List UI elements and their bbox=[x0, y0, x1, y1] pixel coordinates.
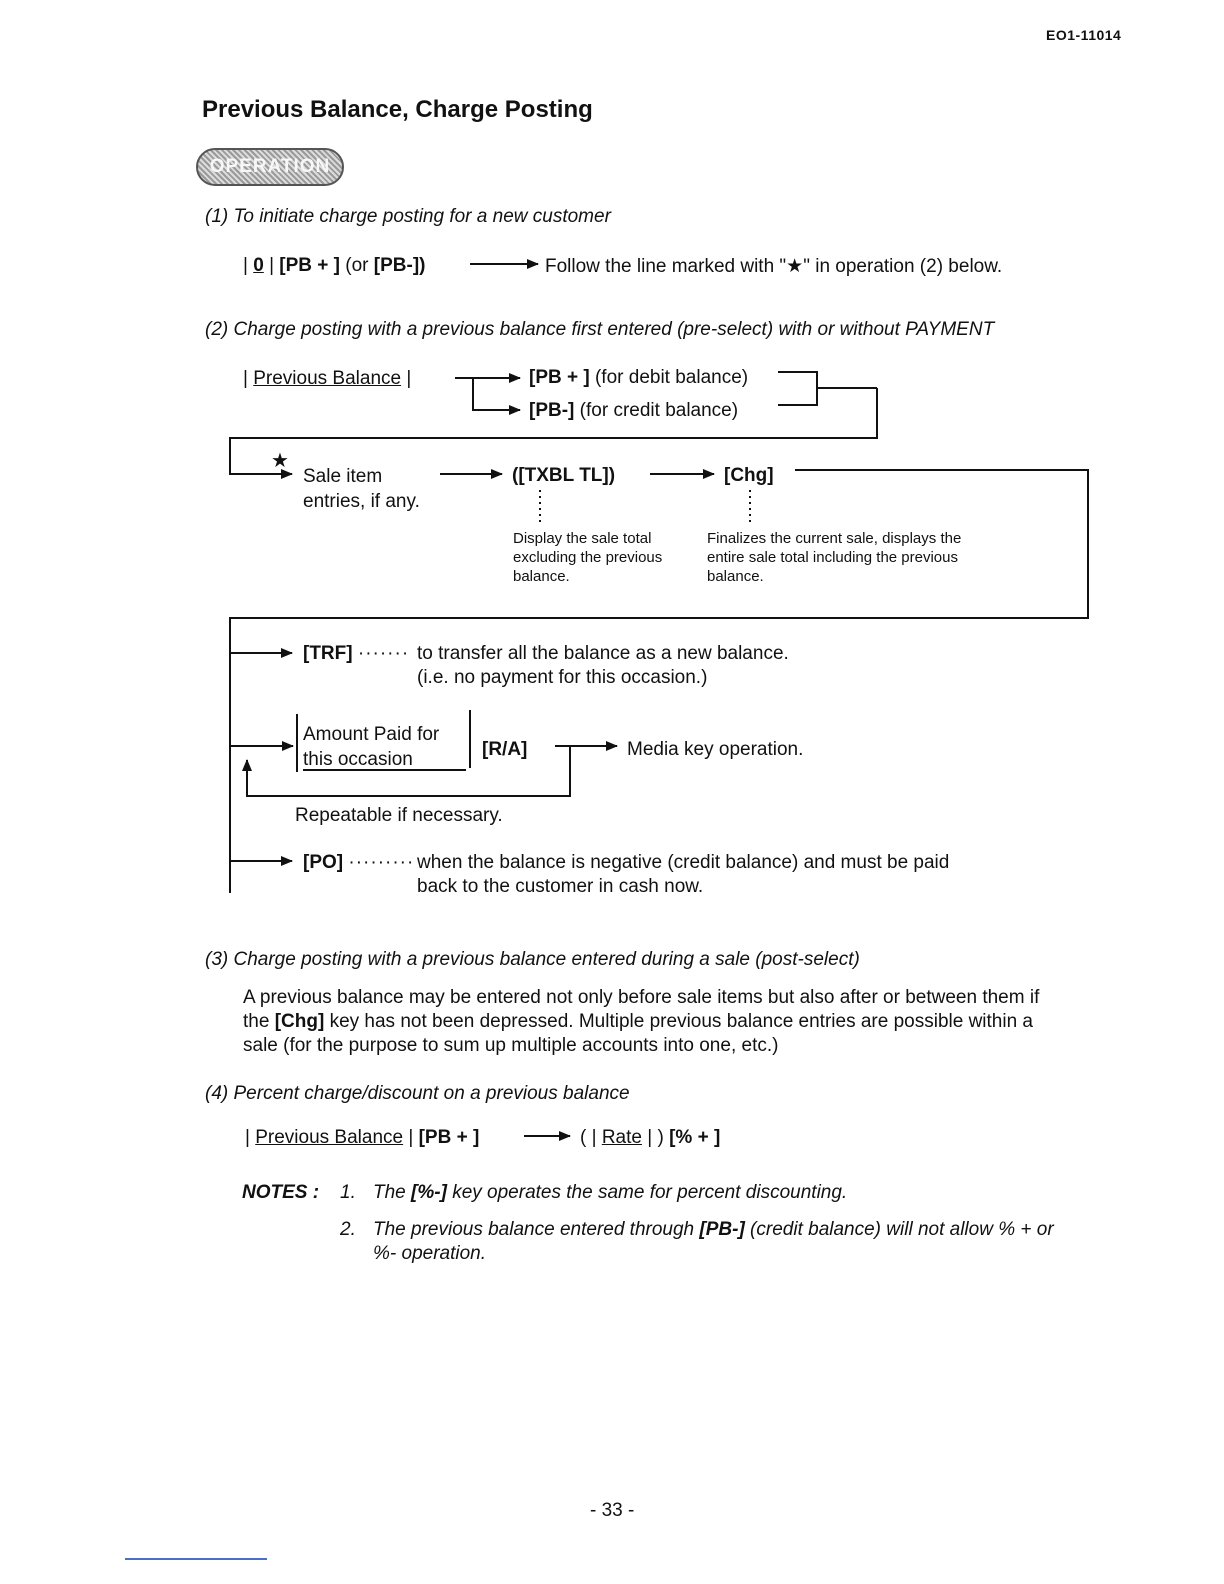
key-pb-minus: [PB-]) bbox=[373, 255, 426, 276]
txbl-tl-key: ([TXBL TL]) bbox=[512, 465, 616, 486]
media-key-text: Media key operation. bbox=[627, 739, 804, 760]
section-2-heading: (2) Charge posting with a previous balance first entered (pre-select) with or without PAYMENT bbox=[205, 319, 995, 340]
previous-balance-label: Previous Balance bbox=[253, 368, 402, 389]
operation-badge: OPERATION bbox=[196, 148, 344, 186]
amount-paid-line-1: Amount Paid for bbox=[303, 724, 440, 745]
star-icon: ★ bbox=[271, 450, 289, 472]
key-pb-plus: [PB + ] bbox=[279, 255, 340, 276]
trf-key: [TRF] bbox=[303, 643, 353, 664]
section-4-sequence: | Previous Balance | [PB + ] bbox=[245, 1127, 480, 1148]
note-2-key: [PB-] bbox=[699, 1219, 745, 1240]
pb-plus-return bbox=[778, 372, 817, 405]
percent-plus-key: [% + ] bbox=[669, 1127, 721, 1148]
pb-minus-arrow bbox=[473, 378, 520, 410]
section-3-chg-key: [Chg] bbox=[274, 1011, 325, 1032]
section-3-heading: (3) Charge posting with a previous balance entered during a sale (post-select) bbox=[205, 949, 860, 970]
section-4-previous-balance: Previous Balance bbox=[255, 1127, 404, 1148]
sale-item-line-1: Sale item bbox=[303, 466, 383, 487]
trf-description-2: (i.e. no payment for this occasion.) bbox=[417, 667, 708, 688]
key-zero: 0 bbox=[253, 255, 264, 276]
pb-minus-key: [PB-] bbox=[529, 400, 575, 421]
sale-item-line-2: entries, if any. bbox=[303, 491, 420, 512]
section-3-text-b: key has not been depressed. Multiple previous balance entries are possible within a sale (for the purpose to sum up multiple accounts into one, etc.) bbox=[243, 1011, 1033, 1056]
po-leader: ········· bbox=[348, 852, 415, 873]
page-number: - 33 - bbox=[590, 1500, 635, 1521]
pb-minus-note: (for credit balance) bbox=[579, 400, 739, 421]
chg-exit-line bbox=[230, 470, 1088, 893]
document-id: EO1-11014 bbox=[1046, 27, 1122, 43]
note-2-number: 2. bbox=[340, 1219, 356, 1240]
or-text: (or bbox=[345, 255, 369, 276]
footer-rule bbox=[125, 1558, 267, 1560]
section-1-follow-text: Follow the line marked with "★" in operation (2) below. bbox=[545, 256, 1003, 277]
section-3-paragraph bbox=[243, 986, 1053, 1058]
notes-label: NOTES : bbox=[242, 1182, 320, 1203]
pb-plus-key: [PB + ] bbox=[529, 367, 590, 388]
repeatable-text: Repeatable if necessary. bbox=[295, 805, 503, 826]
trf-description-1: to transfer all the balance as a new balance. bbox=[417, 643, 789, 664]
note-2-text bbox=[373, 1218, 1063, 1266]
section-3-text-a: A previous balance may be entered not only before sale items but also after or between them if the bbox=[243, 987, 1040, 1032]
section-1-heading: (1) To initiate charge posting for a new customer bbox=[205, 206, 611, 227]
note-2-text-a: The previous balance entered through bbox=[373, 1219, 700, 1240]
chg-key: [Chg] bbox=[724, 465, 774, 486]
po-description-2: back to the customer in cash now. bbox=[417, 876, 704, 897]
trf-leader: ······· bbox=[357, 643, 410, 664]
note-1-text-a: The bbox=[373, 1182, 412, 1203]
pb-plus-note: (for debit balance) bbox=[594, 367, 749, 388]
section-4-pb-plus: [PB + ] bbox=[418, 1127, 480, 1148]
previous-balance-entry: | Previous Balance | bbox=[243, 368, 412, 389]
ra-key: [R/A] bbox=[482, 739, 528, 760]
chg-description: Finalizes the current sale, displays the entire sale total including the previous balance. bbox=[707, 530, 962, 585]
return-line bbox=[230, 388, 877, 474]
rate-label: Rate bbox=[601, 1127, 642, 1148]
section-1-sequence: | 0 | [PB + ] (or [PB-]) bbox=[243, 255, 426, 276]
note-1-text bbox=[373, 1181, 1073, 1205]
note-2-text-b: (credit balance) will not allow % + or %- operation. bbox=[373, 1219, 1054, 1264]
note-1-text-b: key operates the same for percent discounting. bbox=[446, 1182, 848, 1203]
page-title: Previous Balance, Charge Posting bbox=[202, 96, 593, 123]
amount-paid-line-2: this occasion bbox=[303, 749, 413, 770]
po-key: [PO] bbox=[303, 852, 344, 873]
note-1-key: [%-] bbox=[411, 1182, 447, 1203]
po-description-1: when the balance is negative (credit balance) and must be paid bbox=[417, 852, 950, 873]
section-4-heading: (4) Percent charge/discount on a previous balance bbox=[205, 1083, 630, 1104]
section-4-rate-sequence: ( | Rate | ) [% + ] bbox=[580, 1127, 721, 1148]
note-1-number: 1. bbox=[340, 1182, 356, 1203]
txbl-description: Display the sale total excluding the previous balance. bbox=[513, 530, 663, 585]
